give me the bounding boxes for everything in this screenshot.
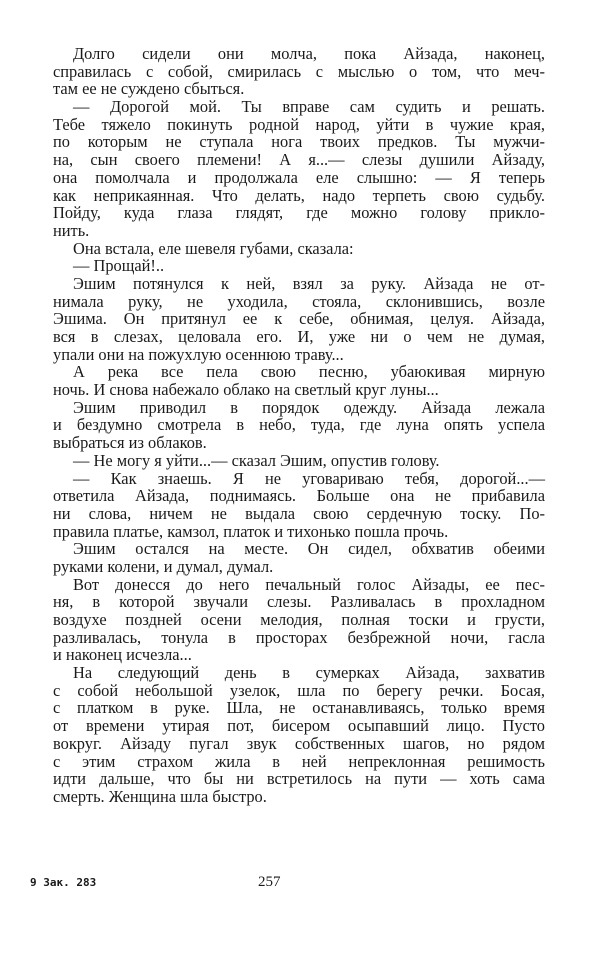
text-line: по которым не ступала нога твоих предков. Ты мужчи-	[53, 132, 545, 152]
paragraph	[53, 45, 545, 98]
text-line: и наконец исчезла...	[53, 645, 192, 665]
printer-signature: 9 Зак. 283	[30, 876, 97, 889]
text-line: на, сын своего племени! А я...— слезы душили Айзаду,	[53, 150, 545, 170]
page-body-text	[53, 45, 545, 806]
paragraph	[53, 240, 545, 258]
paragraph	[53, 576, 545, 664]
paragraph	[53, 98, 545, 240]
paragraph	[53, 363, 545, 398]
text-line: руками колени, и думал, думал.	[53, 556, 274, 576]
text-line: выбраться из облаков.	[53, 433, 207, 453]
text-line: справилась с собой, смирилась с мыслью о том, что меч-	[53, 61, 545, 81]
text-line: Долго сидели они молча, пока Айзада, наконец,	[73, 44, 545, 63]
text-line: нить.	[53, 220, 90, 240]
text-line: нимала руку, не уходила, стояла, склонившись, возле	[53, 291, 545, 311]
paragraph	[53, 257, 545, 275]
text-line: Эшим приводил в порядок одежду. Айзада лежала	[73, 397, 545, 417]
text-line: разливалась, тонула в просторах безбрежной ночи, гасла	[53, 627, 545, 647]
text-line: там ее не суждено сбыться.	[53, 79, 245, 99]
text-line: — Не могу я уйти...— сказал Эшим, опустив голову.	[73, 450, 440, 470]
text-line: идти дальше, что бы ни встретилось на пути — хоть сама	[53, 769, 545, 789]
text-line: правила платье, камзол, платок и тихонько пошла прочь.	[53, 521, 449, 541]
text-line: А река все пела свою песню, убаюкивая мирную	[73, 362, 545, 382]
text-line: смерть. Женщина шла быстро.	[53, 786, 267, 806]
text-line: — Прощай!..	[73, 256, 165, 276]
text-line: Эшим потянулся к ней, взял за руку. Айзада не от-	[73, 273, 545, 293]
text-line: упали они на пожухлую осеннюю траву...	[53, 344, 344, 364]
paragraph	[53, 470, 545, 541]
text-line: Эшима. Он притянул ее к себе, обнимая, целуя. Айзада,	[53, 309, 545, 329]
text-line: и бездумно смотрела в небо, туда, где луна опять успела	[53, 415, 545, 435]
text-line: воздухе поздней осени мелодия, полная тоски и грусти,	[53, 610, 545, 629]
text-line: Она встала, еле шевеля губами, сказала:	[73, 238, 354, 258]
text-line: — Как знаешь. Я не уговариваю тебя, дорогой...—	[73, 468, 545, 488]
paragraph	[53, 664, 545, 806]
text-line: Эшим остался на месте. Он сидел, обхватив обеими	[73, 539, 545, 559]
text-line: как неприкаянная. Что делать, надо терпеть свою судьбу.	[53, 185, 545, 205]
text-line: вся в слезах, целовала его. И, уже ни о чем не думая,	[53, 327, 545, 346]
text-line: ни слова, ничем не выдала свою сердечную тоску. По-	[53, 503, 545, 523]
text-line: Вот донесся до него печальный голос Айзады, ее пес-	[73, 574, 545, 594]
page-number: 257	[258, 874, 281, 890]
text-line: На следующий день в сумерках Айзада, захватив	[73, 663, 545, 683]
text-line: ня, в которой звучали слезы. Разливалась в прохладном	[53, 592, 545, 612]
text-line: вокруг. Айзаду пугал звук собственных шагов, но рядом	[53, 733, 545, 753]
paragraph	[53, 452, 545, 470]
text-line: ответила Айзада, поднимаясь. Больше она не прибавила	[53, 486, 545, 506]
text-line: от времени утирая пот, бисером осыпавший лицо. Пусто	[53, 716, 545, 736]
text-line: — Дорогой мой. Ты вправе сам судить и решать.	[73, 97, 545, 117]
text-line: с платком в руке. Шла, не останавливаясь, только время	[53, 698, 545, 718]
paragraph	[53, 399, 545, 452]
paragraph	[53, 540, 545, 575]
text-line: ночь. И снова набежало облако на светлый круг луны...	[53, 380, 439, 400]
text-line: с собой небольшой узелок, шла по берегу речки. Босая,	[53, 680, 545, 700]
text-line: она помолчала и продолжала еле слышно: — Я теперь	[53, 167, 545, 187]
text-line: с этим страхом жила в ней непреклонная решимость	[53, 751, 545, 771]
paragraph	[53, 275, 545, 363]
text-line: Тебе тяжело покинуть родной народ, уйти в чужие края,	[53, 114, 545, 134]
text-line: Пойду, куда глаза глядят, где можно голову прикло-	[53, 203, 545, 223]
